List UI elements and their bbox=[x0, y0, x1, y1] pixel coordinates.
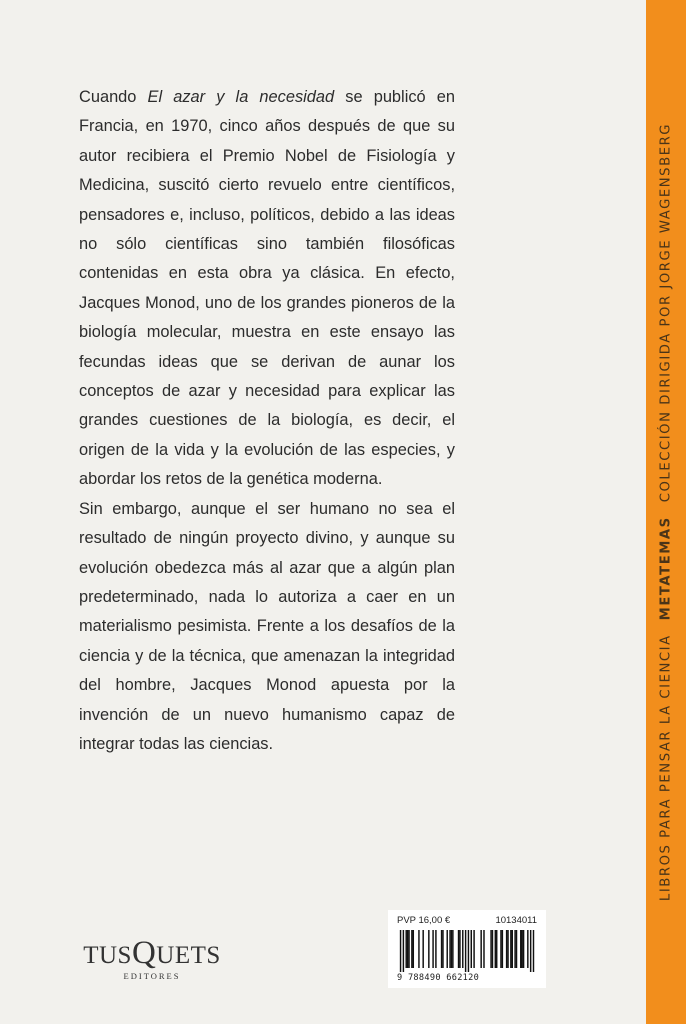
barcode-bar bbox=[510, 930, 511, 968]
publisher-name bbox=[77, 935, 227, 971]
barcode-label bbox=[388, 910, 546, 988]
barcode-bar bbox=[465, 930, 466, 972]
spine-stripe bbox=[646, 0, 686, 1024]
barcode-bar bbox=[483, 930, 484, 968]
barcode-bar bbox=[516, 930, 517, 968]
barcode-bar bbox=[506, 930, 507, 968]
barcode-bar bbox=[514, 930, 515, 968]
barcode-bar bbox=[471, 930, 472, 968]
barcode-digits: 9 788490 662120 bbox=[397, 973, 480, 983]
barcode-bar bbox=[459, 930, 460, 968]
product-code: 10134011 bbox=[495, 915, 537, 926]
price: PVP 16,00 € bbox=[397, 915, 451, 926]
publisher-name-part1: TUS bbox=[83, 942, 132, 969]
barcode-bar bbox=[527, 930, 528, 968]
spine-series-tagline: LIBROS PARA PENSAR LA CIENCIA bbox=[658, 634, 674, 902]
barcode-bar bbox=[512, 930, 513, 968]
spine-text bbox=[659, 123, 674, 901]
barcode-bar bbox=[422, 930, 423, 968]
barcode-bar bbox=[418, 930, 419, 968]
barcode-bar bbox=[533, 930, 534, 972]
barcode-header bbox=[397, 915, 537, 926]
blurb-text bbox=[79, 83, 455, 759]
blurb-paragraph-1 bbox=[79, 83, 455, 495]
barcode-bar bbox=[462, 930, 463, 968]
blurb-paragraph-2: Sin embargo, aunque el ser humano no sea el resultado de ningún proyecto divino, y aunque su evolución obedezca más al azar que a algún plan predeterminado, nada lo autoriza a caer en un materialismo pesimista. Frente a los desafíos de la ciencia y de la técnica, que amenazan la integridad del hombre, Jacques Monod apuesta por la invención de un nuevo humanismo capaz de integrar todas las ciencias. bbox=[79, 499, 455, 753]
barcode-bar bbox=[432, 930, 433, 968]
barcode-bar bbox=[405, 930, 406, 968]
barcode-bar bbox=[480, 930, 481, 968]
barcode bbox=[397, 930, 537, 972]
barcode-bar bbox=[408, 930, 409, 968]
barcode-bar bbox=[530, 930, 531, 972]
barcode-bar bbox=[458, 930, 459, 968]
book-title: El azar y la necesidad bbox=[147, 88, 335, 106]
barcode-bar bbox=[428, 930, 429, 968]
barcode-bar bbox=[435, 930, 436, 968]
barcode-bar bbox=[496, 930, 497, 968]
barcode-bar bbox=[407, 930, 408, 968]
publisher-sub: EDITORES bbox=[123, 971, 181, 981]
spine-director: COLECCIÓN DIRIGIDA POR JORGE WAGENSBERG bbox=[658, 122, 674, 503]
barcode-bar bbox=[441, 930, 442, 968]
barcode-bar bbox=[451, 930, 452, 968]
blurb-paragraph-1-rest: se publicó en Francia, en 1970, cinco años después de que su autor recibiera el Premio Nobel de Fisiología y Medicina, suscitó cierto revuelo entre científicos, pensadores e, incluso, políticos, debido a las ideas no sólo científicas sino también filosóficas contenidas en esta obra ya clásica. En efecto, Jacques Monod, uno de los grandes pioneros de la biología molecular, muestra en este ensayo las fecundas ideas que se derivan de aunar los conceptos de azar y necesidad para explicar las grandes cuestiones de la biología, es decir, el origen de la vida y la evolución de las especies, y abordar los retos de la genética moderna. bbox=[79, 88, 455, 489]
barcode-bar bbox=[520, 930, 521, 968]
barcode-bar bbox=[502, 930, 503, 968]
barcode-bar bbox=[449, 930, 450, 968]
barcode-bar bbox=[446, 930, 447, 968]
barcode-bar bbox=[521, 930, 522, 968]
barcode-bar bbox=[523, 930, 524, 968]
barcode-bar bbox=[492, 930, 493, 968]
barcode-bar bbox=[413, 930, 414, 968]
barcode-bar bbox=[400, 930, 401, 972]
publisher-name-q: Q bbox=[131, 935, 157, 971]
publisher-name-part2: UETS bbox=[156, 942, 221, 969]
barcode-bar bbox=[495, 930, 496, 968]
blurb-lead: Cuando bbox=[79, 88, 148, 106]
barcode-bar bbox=[507, 930, 508, 968]
barcode-bar bbox=[473, 930, 474, 968]
barcode-bar bbox=[468, 930, 469, 972]
spine-collection: METATEMAS bbox=[658, 516, 674, 621]
publisher-logo bbox=[77, 935, 227, 981]
barcode-bar bbox=[403, 930, 404, 972]
barcode-bar bbox=[452, 930, 453, 968]
barcode-bar bbox=[500, 930, 501, 968]
barcode-bar bbox=[442, 930, 443, 968]
barcode-bar bbox=[490, 930, 491, 968]
barcode-bar bbox=[411, 930, 412, 968]
